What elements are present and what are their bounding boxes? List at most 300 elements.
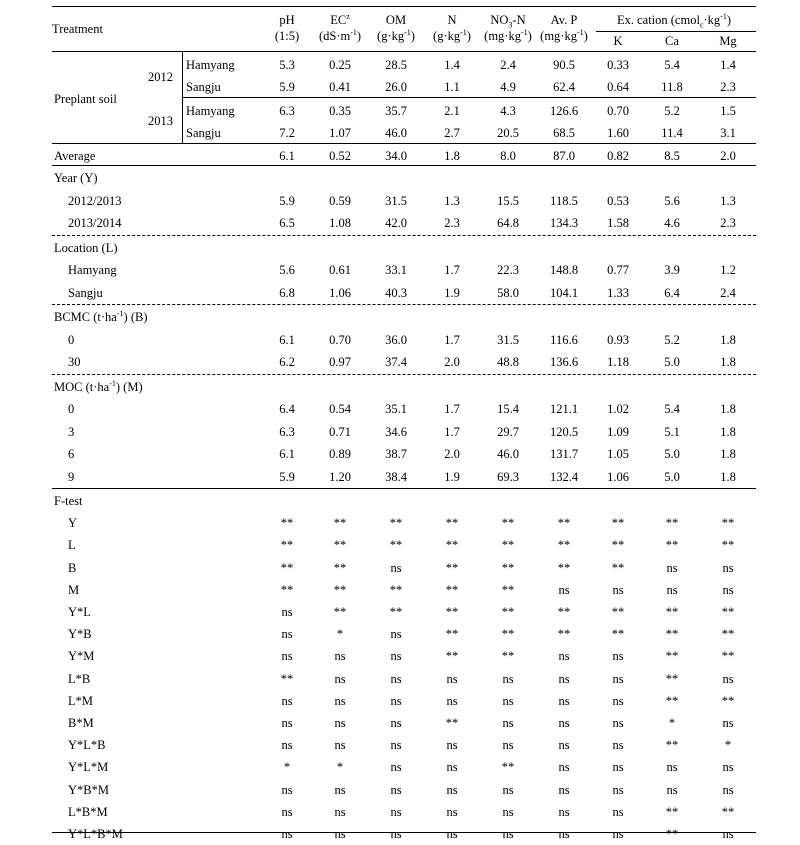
significance-cell: ns: [281, 738, 293, 753]
group-cell: 1.3: [720, 193, 736, 208]
preplant-cell: 7.2: [279, 126, 295, 140]
group-cell: 1.33: [607, 285, 629, 300]
significance-cell: ns: [612, 760, 624, 775]
level-label: 2013/2014: [68, 216, 122, 230]
significance-cell: ns: [612, 582, 624, 597]
group-cell: 48.8: [497, 355, 519, 369]
significance-cell: **: [721, 516, 735, 531]
significance-cell: ns: [281, 716, 293, 730]
significance-cell: **: [280, 582, 294, 597]
significance-cell: **: [501, 760, 515, 775]
group-cell: 0.89: [329, 447, 351, 461]
average-cell: 87.0: [553, 149, 575, 163]
group-cell: 15.5: [497, 193, 519, 208]
group-cell: 1.09: [607, 424, 629, 439]
effect-label: L*B*M: [68, 804, 108, 819]
significance-cell: **: [557, 516, 571, 531]
group-cell: 4.6: [664, 216, 680, 230]
site-label: Sangju: [186, 126, 221, 140]
group-title: MOC $(t\cdot ha^{-1})$ (M): [54, 378, 143, 394]
group-cell: 1.8: [720, 447, 736, 461]
om-header: OM $(g\cdot kg^{-1})$: [377, 13, 415, 43]
preplant-cell: 4.3: [500, 104, 516, 118]
preplant-cell: 1.1: [444, 80, 460, 94]
preplant-cell: 0.25: [329, 58, 351, 72]
treatment-header: Treatment: [52, 22, 103, 36]
group-cell: 6.3: [279, 424, 295, 439]
significance-cell: **: [665, 605, 679, 619]
significance-cell: ns: [558, 671, 570, 686]
average-cell: 8.5: [664, 149, 680, 163]
significance-cell: ns: [558, 582, 570, 597]
site-label: Sangju: [186, 80, 221, 94]
significance-cell: **: [721, 605, 735, 619]
f-test-row: [52, 712, 756, 734]
effect-label: B*M: [68, 716, 94, 730]
average-cell: 2.0: [720, 149, 736, 163]
group-cell: 5.9: [279, 469, 295, 484]
preplant-cell: 1.4: [720, 58, 736, 72]
group-title-row: [52, 167, 756, 189]
significance-cell: ns: [390, 671, 402, 686]
significance-cell: ns: [281, 782, 293, 797]
level-label: Hamyang: [68, 263, 117, 277]
preplant-cell: 35.7: [385, 104, 407, 118]
significance-cell: **: [665, 671, 679, 686]
group-data-row: [52, 443, 756, 465]
significance-cell: **: [501, 560, 515, 575]
group-cell: 46.0: [497, 447, 519, 461]
group-cell: 104.1: [549, 285, 579, 300]
level-label: 30: [68, 355, 81, 369]
preplant-cell: 6.3: [279, 104, 295, 118]
preplant-cell: 62.4: [553, 80, 575, 94]
level-label: 6: [68, 447, 75, 461]
group-cell: 64.8: [497, 216, 519, 230]
preplant-cell: 0.33: [607, 58, 629, 72]
group-cell: 0.71: [329, 424, 351, 439]
significance-cell: **: [721, 693, 735, 708]
group-cell: 15.4: [497, 402, 519, 416]
group-cell: 6.1: [279, 332, 295, 347]
significance-cell: **: [333, 516, 347, 531]
group-title-row: [52, 237, 756, 259]
group-cell: 1.8: [720, 332, 736, 347]
preplant-cell: 26.0: [385, 80, 407, 94]
group-cell: 69.3: [497, 469, 519, 484]
group-cell: 40.3: [385, 285, 407, 300]
significance-cell: *: [668, 716, 676, 730]
preplant-cell: 5.4: [664, 58, 680, 72]
average-cell: 34.0: [385, 149, 407, 163]
significance-cell: ns: [390, 627, 402, 642]
significance-cell: **: [611, 605, 625, 619]
effect-label: Y*M: [68, 649, 95, 664]
significance-cell: ns: [390, 693, 402, 708]
level-label: 2012/2013: [68, 193, 122, 208]
significance-cell: ns: [558, 804, 570, 819]
significance-cell: **: [665, 649, 679, 664]
group-cell: 1.7: [444, 332, 460, 347]
significance-cell: ns: [612, 738, 624, 753]
significance-cell: ns: [334, 671, 346, 686]
group-cell: 1.7: [444, 402, 460, 416]
significance-cell: **: [501, 538, 515, 553]
group-cell: 1.9: [444, 469, 460, 484]
significance-cell: ns: [446, 671, 458, 686]
group-separator: [52, 235, 756, 236]
significance-cell: ns: [558, 649, 570, 664]
significance-cell: ns: [558, 693, 570, 708]
f-test-row: [52, 623, 756, 645]
preplant-cell: 5.2: [664, 104, 680, 118]
level-label: 0: [68, 332, 75, 347]
group-cell: 121.1: [549, 402, 579, 416]
significance-cell: **: [665, 693, 679, 708]
group-cell: 1.58: [607, 216, 629, 230]
significance-cell: **: [333, 605, 347, 619]
average-cell: 1.8: [444, 149, 460, 163]
group-cell: 2.0: [444, 355, 460, 369]
level-label: Sangju: [68, 285, 103, 300]
group-cell: 2.3: [720, 216, 736, 230]
preplant-cell: 0.41: [329, 80, 351, 94]
group-cell: 33.1: [385, 263, 407, 277]
significance-cell: ns: [722, 760, 734, 775]
effect-label: M: [68, 582, 80, 597]
significance-cell: *: [336, 760, 344, 775]
significance-cell: **: [665, 516, 679, 531]
preplant-cell: 2.7: [444, 126, 460, 140]
group-cell: 1.7: [444, 424, 460, 439]
significance-cell: **: [501, 627, 515, 642]
significance-cell: **: [333, 560, 347, 575]
group-cell: 1.3: [444, 193, 460, 208]
significance-cell: **: [445, 538, 459, 553]
significance-cell: ns: [281, 605, 293, 619]
significance-cell: **: [665, 538, 679, 553]
group-cell: 0.97: [329, 355, 351, 369]
group-cell: 132.4: [549, 469, 579, 484]
significance-cell: ns: [390, 760, 402, 775]
significance-cell: **: [501, 516, 515, 531]
significance-cell: ns: [390, 804, 402, 819]
group-title: BCMC $(t\cdot ha^{-1})$ (B): [54, 308, 148, 324]
significance-cell: ns: [612, 649, 624, 664]
significance-cell: ns: [502, 782, 514, 797]
group-cell: 0.61: [329, 263, 351, 277]
effect-label: Y*L*B: [68, 738, 106, 753]
significance-cell: ns: [281, 827, 293, 841]
significance-cell: ns: [612, 671, 624, 686]
group-cell: 0.70: [329, 332, 351, 347]
level-label: 9: [68, 469, 75, 484]
preplant-row: [52, 100, 756, 122]
preplant-cell: 2.1: [444, 104, 460, 118]
f-test-row: [52, 512, 756, 534]
group-cell: 2.0: [444, 447, 460, 461]
significance-cell: *: [724, 738, 732, 753]
significance-cell: **: [611, 627, 625, 642]
group-cell: 2.3: [444, 216, 460, 230]
group-data-row: [52, 421, 756, 443]
significance-cell: ns: [390, 738, 402, 753]
effect-label: L*M: [68, 693, 93, 708]
effect-label: Y: [68, 516, 78, 531]
group-data-row: [52, 259, 756, 281]
group-cell: 1.8: [720, 355, 736, 369]
group-title: Location (L): [54, 240, 118, 255]
group-cell: 0.93: [607, 332, 629, 347]
significance-cell: ns: [722, 560, 734, 575]
significance-cell: ns: [334, 827, 346, 841]
significance-cell: **: [665, 827, 679, 841]
group-cell: 120.5: [549, 424, 579, 439]
group-data-row: [52, 190, 756, 212]
significance-cell: ns: [502, 671, 514, 686]
significance-cell: ns: [612, 693, 624, 708]
group-cell: 1.02: [607, 402, 629, 416]
significance-cell: **: [389, 582, 403, 597]
group-data-row: [52, 351, 756, 373]
average-data-row: [52, 145, 756, 167]
significance-cell: **: [557, 605, 571, 619]
significance-cell: ns: [446, 782, 458, 797]
significance-cell: ns: [612, 782, 624, 797]
group-cell: 22.3: [497, 263, 519, 277]
significance-cell: **: [501, 649, 515, 664]
preplant-cell: 68.5: [553, 126, 575, 140]
group-cell: 1.8: [720, 424, 736, 439]
significance-cell: **: [333, 538, 347, 553]
group-cell: 5.0: [664, 447, 680, 461]
site-label: Hamyang: [186, 104, 235, 118]
average-cell: 0.52: [329, 149, 351, 163]
significance-cell: **: [445, 649, 459, 664]
k-header: K: [613, 34, 623, 48]
significance-cell: ns: [502, 693, 514, 708]
group-cell: 58.0: [497, 285, 519, 300]
preplant-cell: 46.0: [385, 126, 407, 140]
group-cell: 6.5: [279, 216, 295, 230]
group-cell: 37.4: [385, 355, 407, 369]
preplant-cell: 28.5: [385, 58, 407, 72]
significance-cell: **: [445, 582, 459, 597]
group-cell: 36.0: [385, 332, 407, 347]
group-cell: 3.9: [664, 263, 680, 277]
significance-cell: ns: [446, 738, 458, 753]
significance-cell: **: [445, 560, 459, 575]
group-cell: 5.2: [664, 332, 680, 347]
preplant-cell: 20.5: [497, 126, 519, 140]
group-cell: 5.4: [664, 402, 680, 416]
group-cell: 118.5: [550, 193, 578, 208]
preplant-cell: 11.4: [661, 126, 683, 140]
effect-label: L*B: [68, 671, 91, 686]
f-test-row: [52, 601, 756, 623]
significance-cell: ns: [666, 760, 678, 775]
significance-cell: **: [280, 538, 294, 553]
significance-cell: **: [665, 738, 679, 753]
group-cell: 5.0: [664, 355, 680, 369]
effect-label: Y*B*M: [68, 782, 109, 797]
significance-cell: ns: [281, 693, 293, 708]
significance-cell: ns: [722, 582, 734, 597]
table-top-rule: [52, 6, 756, 7]
significance-cell: ns: [722, 716, 734, 730]
group-cell: 1.7: [444, 263, 460, 277]
significance-cell: ns: [502, 827, 514, 841]
n-header: N $(g\cdot kg^{-1})$: [433, 13, 471, 43]
significance-cell: ns: [446, 827, 458, 841]
header-bottom-rule: [52, 51, 756, 52]
preplant-cell: 1.60: [607, 126, 629, 140]
significance-cell: ns: [281, 627, 293, 642]
f-test-row: [52, 557, 756, 579]
group-cell: 136.6: [549, 355, 579, 369]
average-cell: 6.1: [279, 149, 295, 163]
significance-cell: ns: [722, 782, 734, 797]
significance-cell: **: [280, 671, 294, 686]
group-cell: 1.8: [720, 402, 736, 416]
preplant-cell: 1.4: [444, 58, 460, 72]
significance-cell: **: [389, 538, 403, 553]
group-cell: 1.18: [607, 355, 629, 369]
significance-cell: *: [283, 760, 291, 775]
group-cell: 1.08: [329, 216, 351, 230]
significance-cell: ns: [558, 716, 570, 730]
ph-header: pH (1:5): [274, 13, 300, 43]
preplant-cell: 11.8: [661, 80, 683, 94]
group-cell: 6.4: [664, 285, 680, 300]
preplant-cell: 5.9: [279, 80, 295, 94]
f-test-title-row: [52, 490, 756, 512]
group-title-row: [52, 376, 756, 398]
mg-header: Mg: [719, 34, 737, 48]
group-data-row: [52, 329, 756, 351]
preplant-cell: 1.5: [720, 104, 736, 118]
preplant-cell: 3.1: [720, 126, 736, 140]
preplant-cell: 90.5: [553, 58, 575, 72]
significance-cell: **: [501, 582, 515, 597]
significance-cell: **: [389, 516, 403, 531]
group-data-row: [52, 212, 756, 234]
significance-cell: **: [333, 582, 347, 597]
significance-cell: ns: [390, 827, 402, 841]
group-cell: 116.6: [550, 332, 578, 347]
group-cell: 5.0: [664, 469, 680, 484]
significance-cell: **: [280, 516, 294, 531]
group-cell: 148.8: [549, 263, 579, 277]
group-cell: 6.1: [279, 447, 295, 461]
significance-cell: **: [557, 627, 571, 642]
significance-cell: **: [721, 804, 735, 819]
no3n-header: $NO_3-N$ $(mg\cdot kg^{-1})$: [484, 13, 532, 43]
f-test-row: [52, 779, 756, 801]
group-title-row: [52, 306, 756, 328]
group-data-row: [52, 466, 756, 488]
significance-cell: **: [721, 627, 735, 642]
average-label: Average: [54, 149, 96, 163]
significance-cell: **: [389, 605, 403, 619]
significance-cell: **: [557, 560, 571, 575]
significance-cell: ns: [334, 649, 346, 664]
significance-cell: ns: [390, 649, 402, 664]
significance-cell: ns: [666, 782, 678, 797]
effect-label: Y*L*M: [68, 760, 109, 775]
effect-label: B: [68, 560, 77, 575]
significance-cell: ns: [390, 716, 402, 730]
f-test-row: [52, 734, 756, 756]
significance-cell: ns: [281, 649, 293, 664]
f-test-row: [52, 690, 756, 712]
preplant-cell: 5.3: [279, 58, 295, 72]
effect-label: Y*L*B*M: [68, 827, 123, 841]
group-cell: 1.06: [329, 285, 351, 300]
preplant-cell: 2.4: [500, 58, 516, 72]
significance-cell: ns: [334, 693, 346, 708]
significance-cell: ns: [558, 782, 570, 797]
f-test-row: [52, 645, 756, 667]
preplant-cell: 0.70: [607, 104, 629, 118]
significance-cell: ns: [558, 760, 570, 775]
significance-cell: ns: [446, 693, 458, 708]
group-cell: 0.77: [607, 263, 629, 277]
excation-rule: [596, 31, 756, 32]
significance-cell: ns: [722, 671, 734, 686]
group-cell: 6.4: [279, 402, 295, 416]
average-cell: 8.0: [500, 149, 516, 163]
group-cell: 0.54: [329, 402, 351, 416]
preplant-row: [52, 122, 756, 144]
significance-cell: **: [445, 716, 459, 730]
significance-cell: ns: [722, 827, 734, 841]
year-2013-label: 2013: [148, 114, 173, 128]
f-test-row: [52, 823, 756, 845]
group-cell: 131.7: [549, 447, 579, 461]
group-title: Year (Y): [54, 171, 98, 185]
f-test-row: [52, 579, 756, 601]
level-label: 0: [68, 402, 75, 416]
group-cell: 1.8: [720, 469, 736, 484]
preplant-cell: 0.35: [329, 104, 351, 118]
significance-cell: **: [721, 649, 735, 664]
f-test-row: [52, 756, 756, 778]
group-data-row: [52, 282, 756, 304]
significance-cell: ns: [334, 804, 346, 819]
group-cell: 35.1: [385, 402, 407, 416]
significance-cell: *: [336, 627, 344, 642]
significance-cell: **: [557, 538, 571, 553]
group-cell: 1.20: [329, 469, 351, 484]
average-cell: 0.82: [607, 149, 629, 163]
significance-cell: ns: [612, 804, 624, 819]
group-cell: 42.0: [385, 216, 407, 230]
significance-cell: ns: [334, 782, 346, 797]
significance-cell: ns: [666, 560, 678, 575]
significance-cell: ns: [334, 738, 346, 753]
f-test-row: [52, 668, 756, 690]
f-test-title: F-test: [54, 494, 83, 508]
effect-label: Y*B: [68, 627, 92, 642]
significance-cell: ns: [612, 827, 624, 841]
significance-cell: **: [445, 516, 459, 531]
significance-cell: **: [280, 560, 294, 575]
ca-header: Ca: [665, 34, 679, 48]
significance-cell: ns: [502, 804, 514, 819]
significance-cell: ns: [612, 716, 624, 730]
excation-header: Ex. cation $(cmol_c\cdot kg^{-1})$: [616, 11, 732, 30]
